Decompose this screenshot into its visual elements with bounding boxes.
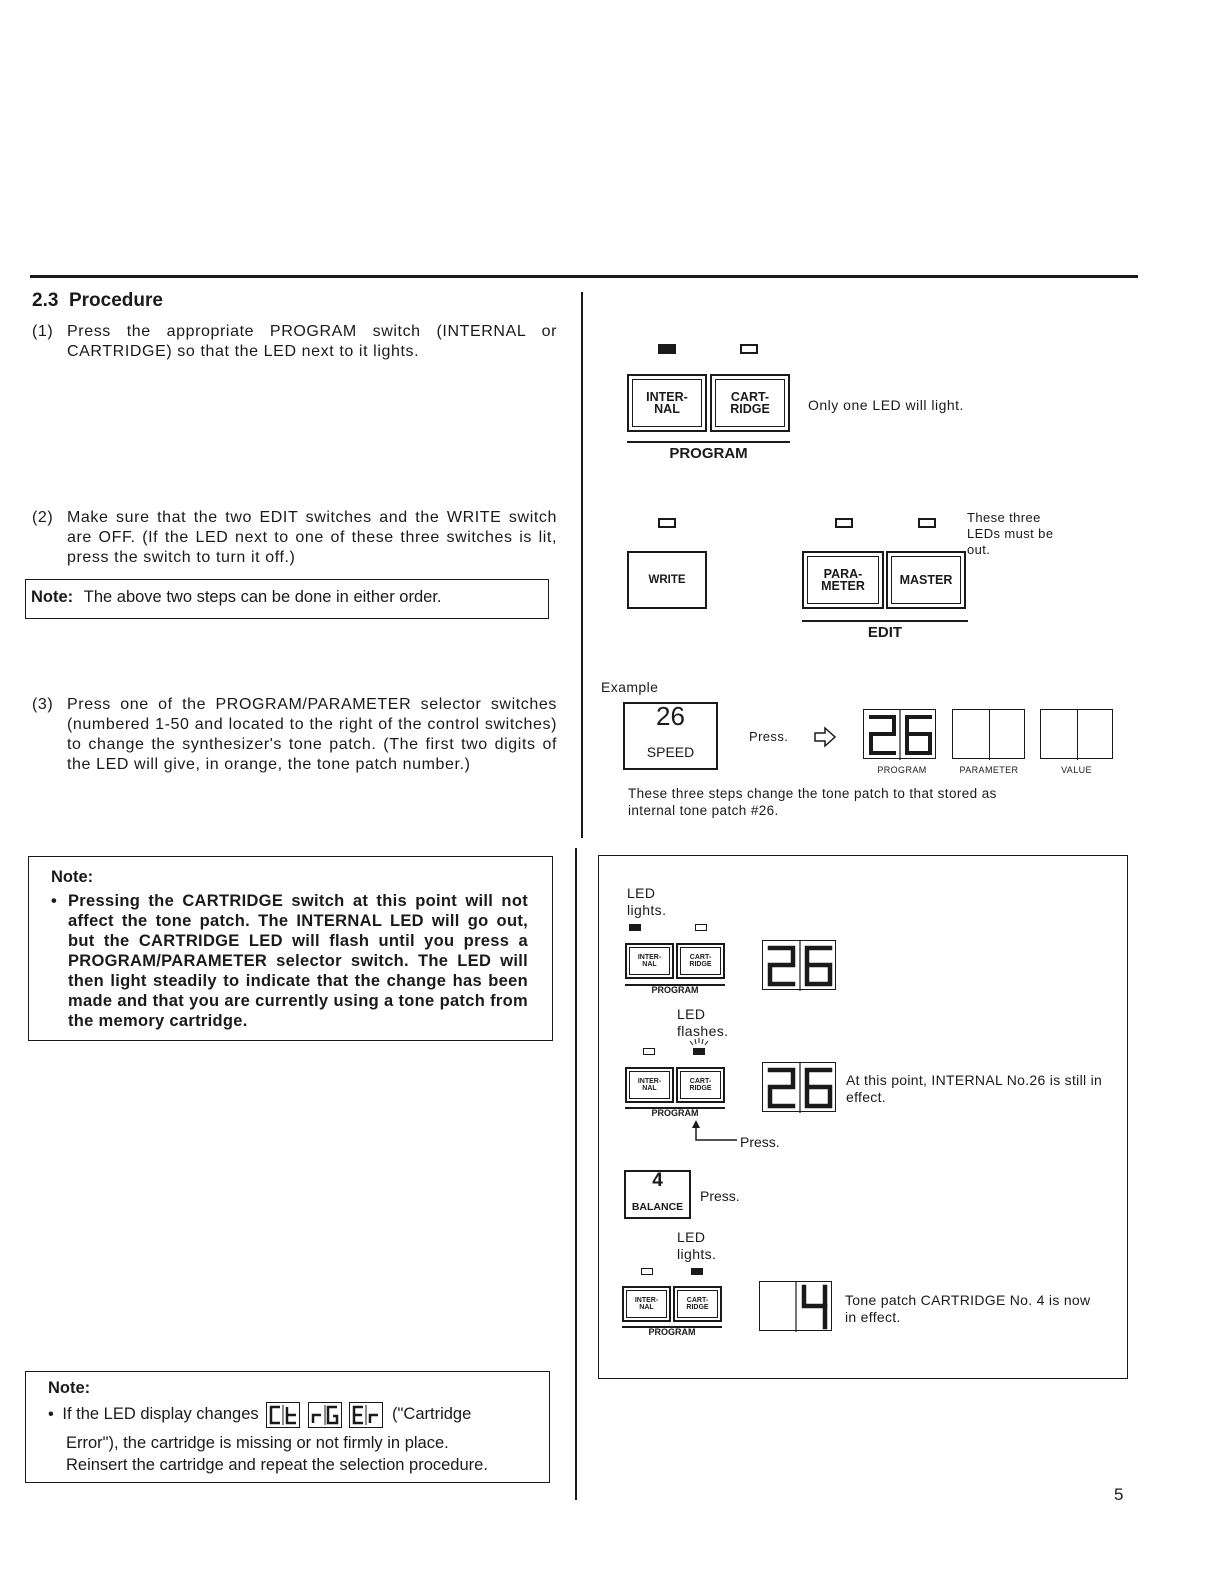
press-arrow-icon (685, 1118, 740, 1149)
note-text-line2: Error"), the cartridge is missing or not firmly in place. (66, 1434, 449, 1452)
note-bullet-text: Pressing the CARTRIDGE switch at this point will not affect the tone patch. The INTERNAL LED will go out, but the CARTRIDGE LED will flash until you press a PROGRAM/PARAMETER selector switch. The LED will then light steadily to indicate that the change has been made and that you are currently using a tone patch from the memory cartridge. (68, 892, 528, 1030)
arrow-right-icon (813, 726, 837, 753)
note-label: Note: (48, 1379, 91, 1397)
note-box-cartridge (28, 856, 553, 1041)
cartridge-led (740, 344, 758, 354)
display-label-program: PROGRAM (877, 765, 927, 775)
display-label-parameter: PARAMETER (959, 765, 1019, 775)
column-divider-bottom (575, 848, 577, 1500)
flash-rays-icon (684, 1037, 714, 1055)
step-1-text: Press the appropriate PROGRAM switch (INTERNAL or CARTRIDGE) so that the LED next to it lights. (67, 323, 557, 360)
led-flashes-label: LED flashes. (677, 1006, 729, 1039)
program-label-small-3: PROGRAM (648, 1327, 696, 1337)
example-label: Example (601, 679, 659, 695)
cartridge-switch[interactable] (710, 374, 790, 432)
note-text: The above two steps can be done in either order. (83, 588, 442, 606)
now-in-effect-text: Tone patch CARTRIDGE No. 4 is now in effect. (845, 1292, 1091, 1325)
step-2-text: Make sure that the two EDIT switches and the WRITE switch are OFF. (If the LED next to one of these three switches is lit, press the switch to turn it off.) (67, 509, 557, 566)
internal-switch-small-3[interactable] (622, 1286, 671, 1322)
still-in-effect-text: At this point, INTERNAL No.26 is still in effect. (846, 1072, 1103, 1105)
display-26-b (762, 1062, 836, 1112)
step-2-number: (2) (32, 509, 54, 526)
speed-key-number: 26 (656, 701, 685, 731)
program-label-small-2: PROGRAM (651, 1108, 699, 1118)
cartridge-switch-small-1[interactable] (676, 943, 725, 979)
program-display (863, 709, 936, 759)
note-label: Note: (31, 588, 74, 606)
internal-switch[interactable] (627, 374, 707, 432)
note-label: Note: (51, 868, 94, 886)
display-26-a-digits (763, 941, 837, 991)
note-box-order (25, 579, 549, 619)
press-label-balance: Press. (700, 1188, 740, 1204)
note-bullet-dot: • (48, 1405, 54, 1424)
display-4 (759, 1281, 832, 1331)
internal-switch-small-1[interactable] (625, 943, 674, 979)
program-display-digits (864, 710, 937, 760)
fig3-caption: These three steps change the tone patch to that stored as internal tone patch #26. (628, 786, 997, 818)
internal-switch-small-label: INTER- NAL (637, 1078, 662, 1092)
cartridge-led-small-3 (691, 1268, 703, 1275)
internal-led-small-2 (643, 1048, 655, 1055)
cartridge-switch-small-2[interactable] (676, 1067, 725, 1103)
step-3-number: (3) (32, 696, 54, 713)
section-heading (32, 290, 163, 312)
program-group-line (627, 441, 790, 443)
note-box-error (25, 1371, 550, 1483)
balance-key[interactable] (624, 1170, 691, 1219)
parameter-led (835, 518, 853, 528)
parameter-switch-label: PARA- METER (821, 567, 865, 593)
write-switch[interactable] (627, 551, 707, 609)
parameter-switch[interactable] (802, 551, 884, 609)
write-switch-label: WRITE (648, 574, 686, 586)
program-label-small-1: PROGRAM (651, 985, 699, 995)
cartridge-switch-small-label: CART- RIDGE (689, 1078, 712, 1092)
led-lights-label-1: LED lights. (627, 885, 667, 918)
internal-switch-small-2[interactable] (625, 1067, 674, 1103)
error-display-ct (266, 1402, 300, 1428)
press-label-cartridge: Press. (740, 1134, 780, 1150)
error-display-rg (308, 1402, 342, 1428)
edit-group-line (802, 620, 968, 622)
display-label-value: VALUE (1061, 765, 1092, 775)
balance-key-number: 4 (652, 1170, 663, 1191)
internal-switch-label: INTER- NAL (646, 390, 688, 416)
section-title: Procedure (68, 290, 163, 311)
cartridge-switch-small-3[interactable] (673, 1286, 722, 1322)
fig2-caption: These three LEDs must be out. (967, 510, 1054, 557)
internal-switch-small-label: INTER- NAL (634, 1297, 659, 1311)
internal-led-small-3 (641, 1268, 653, 1275)
display-26-a (762, 940, 836, 990)
step-1-number: (1) (32, 323, 54, 340)
note-bullet-dot: • (51, 892, 57, 910)
section-number: 2.3 (32, 290, 59, 311)
fig1-caption: Only one LED will light. (808, 397, 964, 413)
speed-key[interactable] (623, 702, 718, 770)
edit-group-label: EDIT (867, 624, 903, 641)
program-group-label: PROGRAM (669, 445, 748, 462)
cartridge-led-small-1 (695, 924, 707, 931)
step-3-text: Press one of the PROGRAM/PARAMETER selector switches (numbered 1-50 and located to the right of the control switches) to change the synthesizer's tone patch. (The first two digits of the LED will give, in orange, the tone patch number.) (67, 696, 557, 773)
internal-led (658, 344, 676, 354)
internal-led-small-1 (629, 924, 641, 931)
write-led (658, 518, 676, 528)
note-text-pre: If the LED display changes (62, 1405, 259, 1424)
cartridge-switch-small-label: CART- RIDGE (686, 1297, 709, 1311)
speed-key-label: SPEED (646, 744, 695, 760)
master-led (918, 518, 936, 528)
page-number: 5 (1114, 1485, 1124, 1504)
master-switch-label: MASTER (899, 573, 953, 587)
column-divider-top (581, 292, 583, 838)
display-4-digits (760, 1282, 833, 1332)
press-label: Press. (749, 729, 789, 744)
led-lights-label-2: LED lights. (677, 1229, 717, 1262)
master-switch[interactable] (886, 551, 966, 609)
note-text-line3: Reinsert the cartridge and repeat the selection procedure. (66, 1456, 488, 1474)
internal-switch-small-label: INTER- NAL (637, 954, 662, 968)
cartridge-switch-label: CART- RIDGE (730, 390, 770, 416)
parameter-display (952, 709, 1025, 759)
note-text-post: ("Cartridge (392, 1405, 472, 1424)
balance-key-label: BALANCE (631, 1201, 684, 1213)
cartridge-switch-small-label: CART- RIDGE (689, 954, 712, 968)
value-display (1040, 709, 1113, 759)
error-display-er (349, 1402, 383, 1428)
display-26-b-digits (763, 1063, 837, 1113)
top-rule (30, 275, 1138, 278)
